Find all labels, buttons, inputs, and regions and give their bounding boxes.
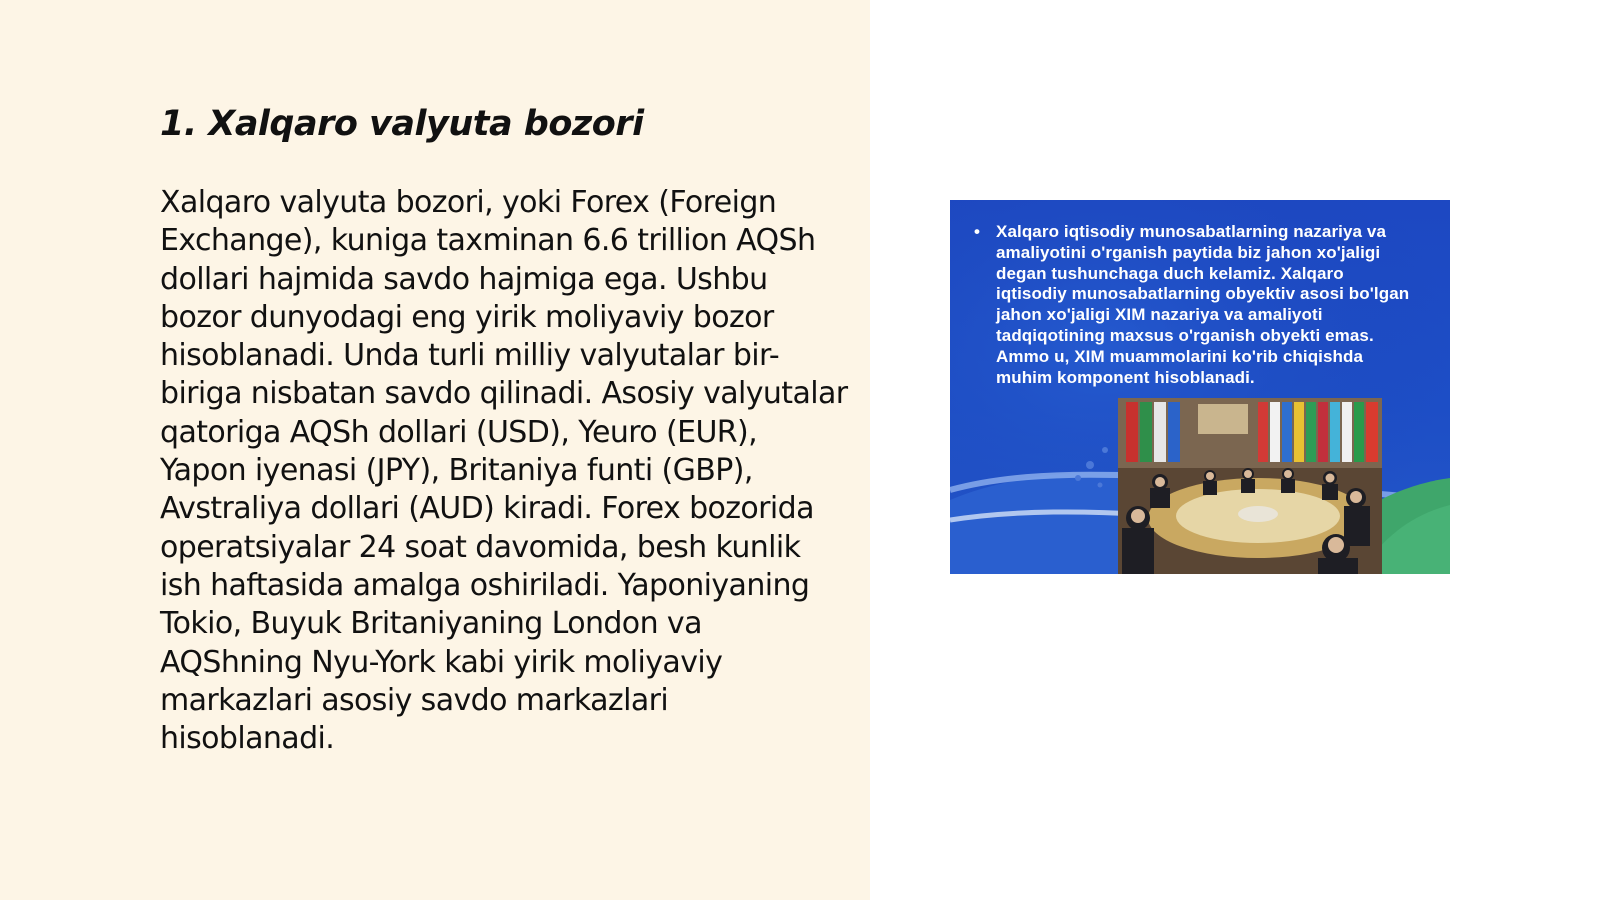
slide-body-text: Xalqaro valyuta bozori, yoki Forex (Foreign Exchange), kuniga taxminan 6.6 trillion AQSh dollari hajmida savdo hajmiga ega. Ushbu bozor dunyodagi eng yirik moliyaviy bozor hisoblanadi. Unda turli milliy valyutalar bir-biriga nisbatan savdo qilinadi. Asosiy valyutalar qatoriga AQSh dollari (USD), Yeuro (EUR), Yapon iyenasi (JPY), Britaniya funti (GBP), Avstraliya dollari (AUD) kiradi. Forex bozorida operatsiyalar 24 soat davomida, besh kunlik ish haftasida amalga oshiriladi. Yaponiyaning Tokio, Buyuk Britaniyaning London va AQShning Nyu-York kabi yirik moliyaviy markazlari asosiy savdo markazlari hisoblanadi.	[160, 185, 848, 757]
slide-title: 1. Xalqaro valyuta bozori	[160, 104, 644, 144]
conference-photo	[1118, 398, 1382, 574]
picture-text-item	[972, 222, 1412, 388]
conference-photo-illustration	[1118, 398, 1382, 574]
bullet-icon: •	[974, 222, 981, 241]
picture-text: Xalqaro iqtisodiy munosabatlarning nazariya va amaliyotini o'rganish paytida biz jahon xo'jaligi degan tushunchaga duch kelamiz. Xalqaro iqtisodiy munosabatlarning obyektiv asosi bo'lgan jahon xo'jaligi XIM nazariya va amaliyoti tadqiqotining maxsus o'rganish obyekti emas. Ammo u, XIM muammolarini ko'rib chiqishda muhim komponent hisoblanadi.	[996, 222, 1410, 387]
slide-picture	[950, 200, 1450, 574]
picture-text-list	[972, 222, 1412, 388]
